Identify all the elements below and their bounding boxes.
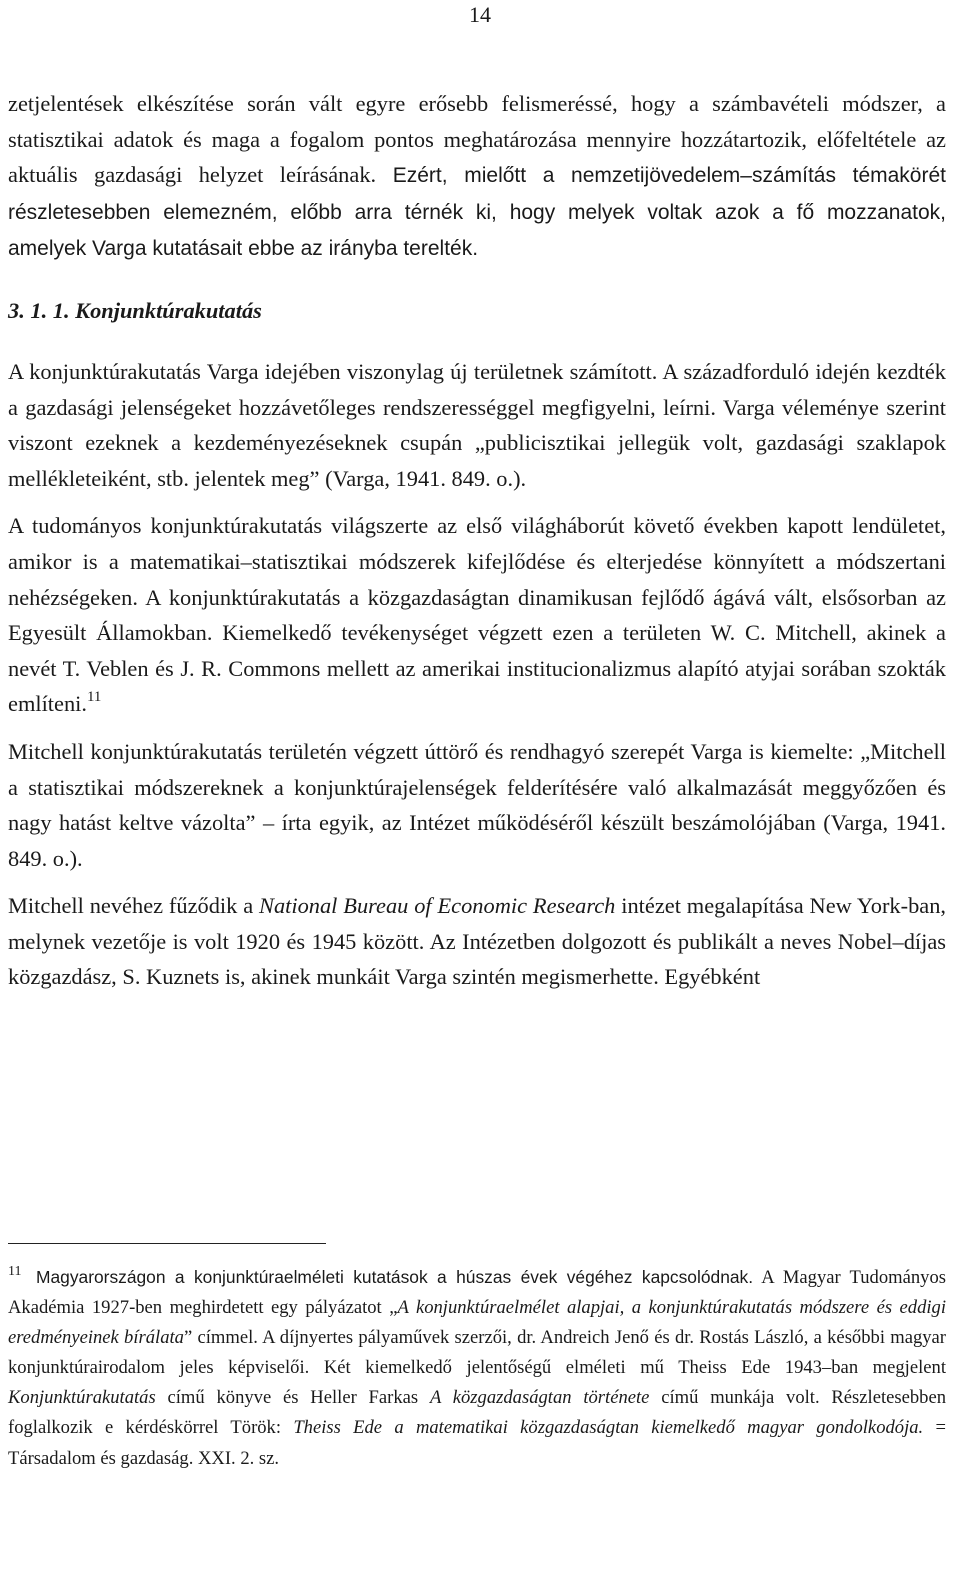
paragraph-intro-part2: Ezért, mielőtt a nemzetijövedelem–számítás témakörét részletesebben elemezném, előbb arra térnék ki, hogy melyek voltak azok a fő mozzanatok, amelyek Varga kutatásait ebbe az irányba terelték. (8, 164, 946, 261)
paragraph-3: Mitchell konjunktúrakutatás területén végzett úttörő és rendhagyó szerepét Varga is kiemelte: „Mitchell a statisztikai módszereknek a konjunktúrajelenségek felderítésére való alkalmazását meggyőzően és nagy hatást keltve vázolta” – írta egyik, az Intézet működéséről készült beszámolójában (Varga, 1941. 849. o.). (8, 738, 946, 871)
footnote-italic-3: A közgazdaságtan története (429, 1387, 650, 1409)
paragraph-4-institution: National Bureau of Economic Research (259, 893, 616, 919)
footnote-text-3: ” címmel. A díjnyertes pályaművek szerzői, dr. Andreich Jenő és dr. Rostás László, a későbbi magyar konjunktúrairodalom jeles képviselői. Két kiemelkedő jelentőségű elméleti mű Theiss Ede 1943–ban megjelent (8, 1327, 946, 1379)
footnote-italic-1: A konjunktúraelmélet alapjai, a konjunktúrakutatás módszere és eddigi eredményeinek bírálata (8, 1297, 947, 1349)
footnote-italic-2: Konjunktúrakutatás (8, 1387, 156, 1409)
footnote-text-1: Magyarországon a konjunktúraelméleti kutatások a húszas évek végéhez kapcsolódnak. (36, 1267, 754, 1287)
footnote-text-6: = Társadalom és gazdaság. XXI. 2. sz. (8, 1417, 946, 1469)
section-heading: 3. 1. 1. Konjunktúrakutatás (8, 297, 262, 323)
footnote-text-2: A Magyar Tudományos Akadémia 1927-ben meghirdetett egy pályázatot „ (8, 1267, 946, 1319)
footnote-text-5: című munkája volt. Részletesebben foglalkozik e kérdéskörrel Török: (8, 1387, 947, 1439)
paragraph-2-text: A tudományos konjunktúrakutatás világszerte az első világháborút követő években kapott lendületet, amikor is a matematikai–statisztikai módszerek kifejlődése és elterjedése könnyített a módszertani nehézségeken. A konjunktúrakutatás a közgazdaságtan dinamikusan fejlődő ágává vált, elsősorban az Egyesült Államokban. Kiemelkedő tevékenységet végzett ezen a területen W. C. Mitchell, akinek a nevét T. Veblen és J. R. Commons mellett az amerikai institucionalizmus alapító atyjai sorában szokták említeni. (8, 513, 946, 717)
footnote-italic-4: Theiss Ede a matematikai közgazdaságtan kiemelkedő magyar gondolkodója. (293, 1417, 924, 1439)
paragraph-intro (8, 86, 946, 267)
paragraph-4-part2: intézet megalapítása New York-ban, melynek vezetője is volt 1920 és 1945 között. Az Intézetben dolgozott és publikált a neves Nobel–díjas közgazdász, S. Kuznets is, akinek munkáit Varga szintén megismerhette. Egyébként (8, 893, 946, 990)
footnote-reference[interactable]: 11 (86, 689, 102, 706)
paragraph-2 (8, 508, 946, 722)
paragraph-4-part1: Mitchell nevéhez fűződik a (8, 893, 260, 919)
page-number: 14 (469, 2, 491, 27)
footnote-text-4: című könyve és Heller Farkas (155, 1387, 430, 1409)
main-text (8, 86, 946, 995)
paragraph-1: A konjunktúrakutatás Varga idejében viszonylag új területnek számított. A századforduló idején kezdték a gazdasági jelenségeket hozzávetőleges rendszerességgel megfigyelni, leírni. Varga véleménye szerint viszont ezeknek a kezdeményezéseknek csupán „publicisztikai jellegük volt, gazdasági szaklapok mellékleteiként, stb. jelentek meg” (Varga, 1941. 849. o.). (8, 358, 946, 491)
footnote-11: $^{11}$ Magyarországon a konjunktúraelméleti kutatások a húszas évek végéhez kapcsolódnak. A Magyar Tudományos Akadémia 1927-ben meghirdetett egy pályázatot „A konjunktúraelmélet alapjai, a konjunktúrakutatás módszere és eddigi eredményeinek bírálata” címmel. A díjnyertes pályaművek szerzői, dr. Andreich Jenő és dr. Rostás László, a későbbi magyar konjunktúrairodalom jeles képviselői. Két kiemelkedő jelentőségű elméleti mű Theiss Ede 1943–ban megjelent Konjunktúrakutatás című könyve és Heller Farkas A közgazdaságtan története című munkája volt. Részletesebben foglalkozik e kérdéskörrel Török: Theiss Ede a matematikai közgazdaságtan kiemelkedő magyar gondolkodója. = Társadalom és gazdaság. XXI. 2. sz. (8, 1264, 947, 1469)
paragraph-4 (8, 888, 946, 995)
footnote-separator (8, 1243, 326, 1244)
paragraph-intro-part1: zetjelentések elkészítése során vált egyre erősebb felismeréssé, hogy a számbavételi módszer, a statisztikai adatok és maga a fogalom pontos meghatározása mennyire hozzátartozik, előfeltétele az aktuális gazdasági helyzet leírásának. (8, 91, 946, 188)
